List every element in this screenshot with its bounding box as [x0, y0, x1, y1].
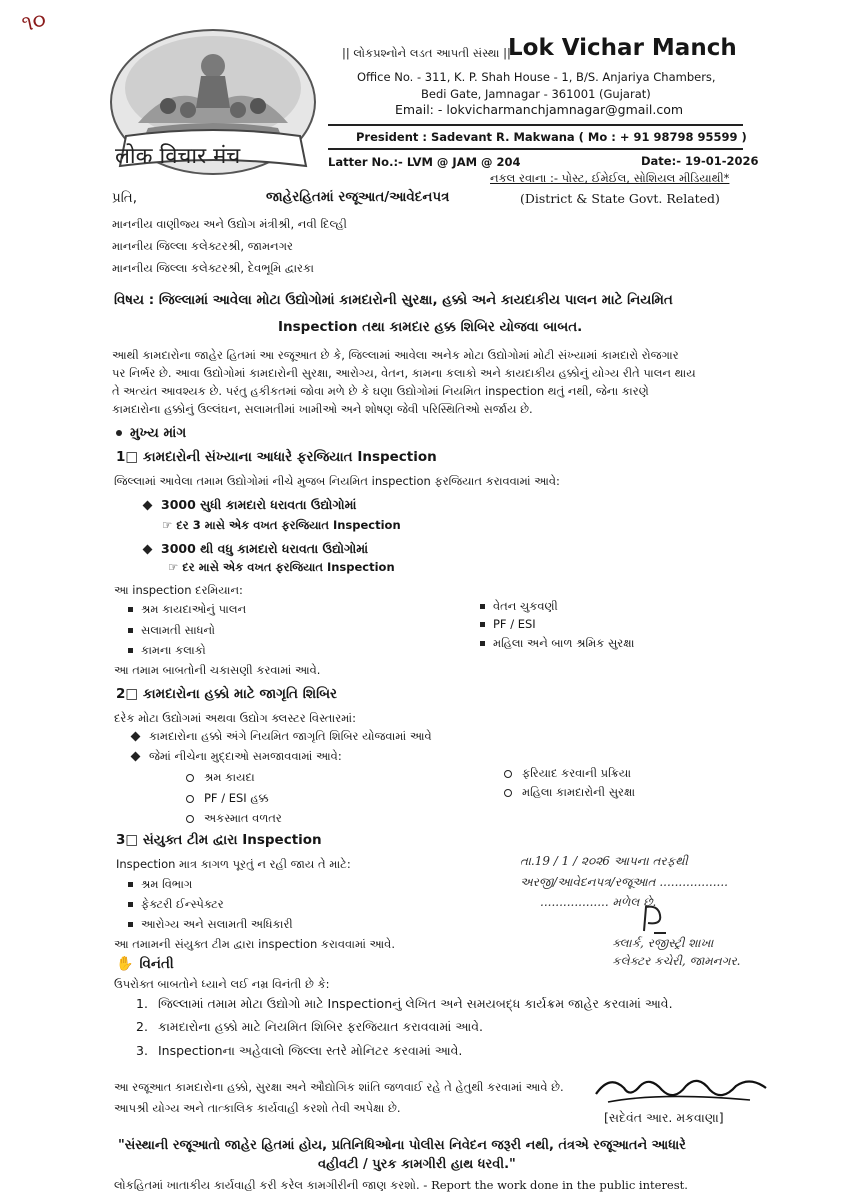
org-tagline: || લોકપ્રશ્નોને લડત આપતી સંસ્થા || — [342, 46, 511, 60]
check-left-1: શ્રમ કાયદાઓનું પાલન — [128, 602, 246, 617]
team-member-1: શ્રમ વિભાગ — [128, 877, 192, 892]
check-right-2: PF / ESI — [480, 617, 536, 631]
check-left-3: કામના કલાકો — [128, 643, 206, 658]
header-rule-bottom — [328, 148, 743, 150]
section-1-intro: જિલ્લામાં આવેલા તમામ ઉદ્યોગોમાં નીચે મુજબ નિયમિત inspection ફરજિયાત કરાવવામાં આવે: — [114, 474, 560, 488]
receipt-stamp-line-3: .................. મળેલ છે. — [540, 895, 657, 909]
main-demand-bullet-icon — [116, 430, 122, 436]
main-demand-heading — [116, 425, 186, 441]
recipient-2: માનનીય જિલ્લા કલેક્ટરશ્રી, જામનગર — [112, 239, 293, 253]
team-member-2: ફેક્ટરી ઈન્સ્પેક્ટર — [128, 897, 224, 912]
circle-bullet-icon — [504, 770, 512, 778]
request-item-2: 2. કામદારોના હક્કો માટે નિયમિત શિબિર ફરજિયાત કરાવવામાં આવે. — [136, 1019, 483, 1034]
check-right-1: વેતન ચુકવણી — [480, 599, 558, 614]
intro-line-3: તે અત્યંત આવશ્યક છે. પરંતુ હકીકતમાં જોવા મળે છે કે ઘણા ઉદ્યોગોમાં નિયમિત inspection થતું નથી, જેના કારણે — [112, 384, 649, 398]
letter-number: Latter No.:- LVM @ JAM @ 204 — [328, 155, 521, 169]
section-2-intro: દરેક મોટા ઉદ્યોગમાં અથવા ઉદ્યોગ ક્લસ્ટર વિસ્તારમાં: — [114, 711, 356, 725]
circle-bullet-icon — [504, 789, 512, 797]
receipt-stamp-line-5: કલેક્ટર કચેરી, જામનગર. — [612, 954, 741, 968]
org-address-line2: Bedi Gate, Jamnagar - 361001 (Gujarat) — [421, 87, 651, 101]
section-3-closing: આ તમામની સંયુક્ત ટીમ દ્વારા inspection કરાવવામાં આવે. — [114, 937, 395, 951]
main-demand-label: મુખ્ય માંગ — [130, 425, 187, 441]
request-item-1: 1. જિલ્લામાં તમામ મોટા ઉદ્યોગો માટે Inspectionનું લેખિત અને સમયબદ્ધ કાર્યક્રમ જાહેર કરવામાં આવે. — [136, 996, 673, 1011]
square-bullet-icon — [128, 882, 133, 887]
tier-1-rule: ☞ દર 3 માસે એક વખત ફરજિયાત Inspection — [162, 518, 401, 532]
intro-line-1: આથી કામદારોના જાહેર હિતમાં આ રજૂઆત છે કે, જિલ્લામાં આવેલા અનેક મોટા ઉદ્યોગોમાં મોટી સંખ્યામાં કામદારો રોજગાર — [112, 348, 679, 362]
topic-left-3: અકસ્માત વળતર — [186, 811, 282, 826]
section-2-title: 2□ કામદારોના હક્કો માટે જાગૃતિ શિબિર — [116, 686, 338, 702]
header-rule-top — [328, 124, 743, 126]
square-bullet-icon — [128, 628, 133, 633]
square-bullet-icon — [480, 604, 485, 609]
section-2-point-2: જેમાં નીચેના મુદ્દાઓ સમજાવવામાં આવે: — [132, 749, 342, 764]
circle-bullet-icon — [186, 815, 194, 823]
request-item-3: 3. Inspectionના અહેવાલો જિલ્લા સ્તરે મોનિટર કરવામાં આવે. — [136, 1043, 463, 1058]
tier-1-bullet-icon — [143, 501, 153, 511]
subject-line-1: વિષય : જિલ્લામાં આવેલા મોટા ઉદ્યોગોમાં કામદારોની સુરક્ષા, હક્કો અને કાયદાકીય પાલન માટે નિયમિત — [114, 292, 673, 308]
recipient-1: માનનીય વાણીજ્ય અને ઉદ્યોગ મંત્રીશ્રી, નવી દિલ્હી — [112, 217, 347, 231]
topic-left-1: શ્રમ કાયદા — [186, 770, 255, 785]
topic-left-2: PF / ESI હક્ક — [186, 791, 269, 806]
receipt-stamp-line-1: તા.19 / 1 / ૨૦૨6 આપના તરફથી — [520, 854, 688, 868]
intro-line-2: પર નિર્ભર છે. આવા ઉદ્યોગોમાં કામદારોની સુરક્ષા, આરોગ્ય, વેતન, કામના કલાકો અને કાયદાકીય હક્કોનું યોગ્ય રીતે પાલન થાય — [112, 366, 696, 380]
section-2-point-1: કામદારોના હક્કો અંગે નિયમિત જાગૃતિ શિબિર યોજવામાં આવે — [132, 729, 432, 744]
letter-category: (District & State Govt. Related) — [520, 191, 720, 206]
check-right-3: મહિલા અને બાળ શ્રમિક સુરક્ષા — [480, 636, 634, 651]
corner-page-mark: ૧૦ — [19, 7, 49, 38]
footer-quote-line-1: "સંસ્થાની રજૂઆતો જાહેર હિતમાં હોય, પ્રતિનિધિઓના પોલીસ નિવેદન જરૂરી નથી, તંત્રએ રજૂઆતને આધારે — [118, 1138, 686, 1153]
square-bullet-icon — [480, 641, 485, 646]
topic-right-2: મહિલા કામદારોની સુરક્ષા — [504, 785, 635, 800]
logo-caption: लोक विचार मंच — [115, 144, 241, 169]
receipt-clerk-signature — [636, 903, 672, 937]
request-intro: ઉપરોક્ત બાબતોને ધ્યાને લઈ નમ્ર વિનંતી છે કે: — [114, 977, 330, 991]
check-left-2: સલામતી સાધનો — [128, 623, 215, 638]
square-bullet-icon — [128, 922, 133, 927]
inspection-during-label: આ inspection દરમિયાન: — [114, 583, 243, 597]
intro-line-4: કામદારોના હક્કોનું ઉલ્લંઘન, સલામતીમાં ખામીઓ અને શોષણ જેવી પરિસ્થિતિઓ સર્જાય છે. — [112, 402, 533, 416]
section-1-title: 1□ કામદારોની સંખ્યાના આધારે ફરજિયાત Inspection — [116, 449, 437, 465]
tier-2-bullet-icon — [143, 545, 153, 555]
footer-quote-line-2: વહીવટી / પુરક કામગીરી હાથ ધરવી." — [318, 1157, 516, 1172]
footer-note-gujarati: લોકહિતમાં ખાતાકીય કાર્યવાહી કરી કરેલ કામગીરીની જાણ કરશો. - — [114, 1178, 428, 1192]
letter-date: Date:- 19-01-2026 — [641, 154, 759, 168]
org-address-line1: Office No. - 311, K. P. Shah House - 1, B/S. Anjariya Chambers, — [357, 70, 716, 84]
closing-line-2: આપશ્રી યોગ્ય અને તાત્કાલિક કાર્યવાહી કરશો તેવી અપેક્ષા છે. — [114, 1101, 401, 1115]
copy-to-line: નકલ રવાના :- પોસ્ટ, ઈમેઈલ, સોશિયલ મીડિયાથી* — [490, 171, 730, 185]
hand-pointer-icon: ✋ — [116, 956, 134, 972]
topic-right-1: ફરિયાદ કરવાની પ્રક્રિયા — [504, 766, 631, 781]
signatory-name: [સદેવંત આર. મકવાણા] — [604, 1110, 724, 1125]
square-bullet-icon — [480, 622, 485, 627]
receipt-stamp-line-4: ક્લાર્ક, રજીસ્ટ્રી શાખા — [612, 936, 714, 950]
square-bullet-icon — [128, 607, 133, 612]
subject-line-2: Inspection તથા કામદાર હક્ક શિબિર યોજવા બાબત. — [278, 319, 583, 335]
org-president: President : Sadevant R. Makwana ( Mo : + 91 98798 95599 ) — [356, 130, 747, 144]
section-1-closing: આ તમામ બાબતોની ચકાસણી કરવામાં આવે. — [114, 663, 321, 677]
org-email: Email: - lokvicharmanchjamnagar@gmail.com — [395, 102, 684, 117]
letter-heading: જાહેરહિતમાં રજૂઆત/આવેદનપત્ર — [266, 189, 450, 205]
footer-note-english: Report the work done in the public interest. — [431, 1178, 688, 1192]
team-member-3: આરોગ્ય અને સલામતી અધિકારી — [128, 917, 293, 932]
section-3-intro: Inspection માત્ર કાગળ પૂરતું ન રહી જાય તે માટે: — [116, 857, 351, 871]
request-heading: ✋ વિનંતી — [116, 956, 174, 972]
org-name: Lok Vichar Manch — [508, 35, 737, 61]
tier-2-label: 3000 થી વધુ કામદારો ધરાવતા ઉદ્યોગોમાં — [144, 541, 368, 557]
circle-bullet-icon — [186, 774, 194, 782]
tier-2-rule: ☞ દર માસે એક વખત ફરજિયાત Inspection — [168, 560, 395, 574]
square-bullet-icon — [128, 648, 133, 653]
closing-line-1: આ રજૂઆત કામદારોના હક્કો, સુરક્ષા અને ઔદ્યોગિક શાંતિ જળવાઈ રહે તે હેતુથી કરવામાં આવે છે. — [114, 1080, 564, 1094]
diamond-bullet-icon — [131, 752, 141, 762]
square-bullet-icon — [128, 902, 133, 907]
diamond-bullet-icon — [131, 732, 141, 742]
president-signature — [590, 1068, 780, 1108]
recipient-3: માનનીય જિલ્લા કલેક્ટરશ્રી, દેવભૂમિ દ્વારકા — [112, 261, 314, 275]
addressee-prati: પ્રતિ, — [112, 190, 138, 206]
footer-note — [114, 1178, 688, 1193]
section-3-title: 3□ સંયુક્ત ટીમ દ્વારા Inspection — [116, 832, 322, 848]
circle-bullet-icon — [186, 795, 194, 803]
tier-1-label: 3000 સુધી કામદારો ધરાવતા ઉદ્યોગોમાં — [144, 497, 357, 513]
receipt-stamp-line-2: અરજી/આવેદનપત્ર/રજૂઆત .................. — [520, 875, 728, 889]
